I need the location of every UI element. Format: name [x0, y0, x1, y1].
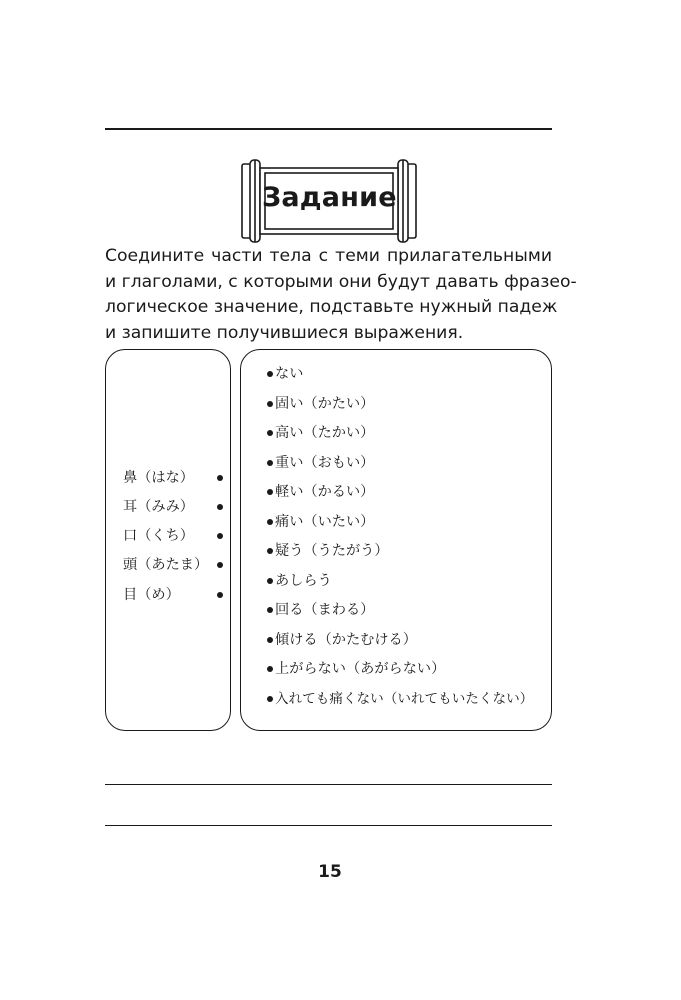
bullet-dot	[267, 460, 273, 466]
bullet-dot	[267, 696, 273, 702]
bullet-dot	[267, 607, 273, 613]
answer-line[interactable]	[105, 784, 552, 785]
body-part-item[interactable]	[123, 525, 223, 547]
task-title: Задание	[262, 182, 397, 213]
phrase-label: 疑う（うたがう）	[275, 543, 389, 559]
phrase-label: 傾ける（かたむける）	[275, 632, 417, 648]
phrase-label: 固い（かたい）	[275, 396, 375, 412]
body-part-item[interactable]	[123, 496, 223, 518]
bullet-dot	[267, 489, 273, 495]
bullet-dot	[217, 592, 223, 598]
page-number: 15	[318, 862, 342, 882]
phrase-label: 重い（おもい）	[275, 455, 375, 471]
bullet-dot	[267, 519, 273, 525]
body-part-item[interactable]	[123, 554, 223, 576]
bullet-dot	[267, 371, 273, 377]
instruction-line: и глаголами, с которыми они будут давать фразео-	[105, 271, 577, 292]
phrase-label: ない	[275, 366, 304, 382]
top-rule	[105, 128, 552, 130]
phrase-label: 上がらない（あがらない）	[275, 661, 446, 677]
body-part-label: 目（め）	[123, 587, 180, 603]
bullet-dot	[217, 533, 223, 539]
body-part-label: 口（くち）	[123, 528, 194, 544]
task-instruction	[105, 244, 577, 346]
bullet-dot	[217, 562, 223, 568]
body-part-label: 鼻（はな）	[123, 470, 194, 486]
bullet-dot	[217, 475, 223, 481]
body-part-label: 頭（あたま）	[123, 557, 209, 573]
bullet-dot	[267, 637, 273, 643]
body-part-item[interactable]	[123, 584, 223, 606]
body-part-label: 耳（みみ）	[123, 499, 194, 515]
phrase-label: 高い（たかい）	[275, 425, 375, 441]
phrase-label: 痛い（いたい）	[275, 514, 375, 530]
body-parts-box	[105, 349, 231, 731]
body-part-item[interactable]	[123, 467, 223, 489]
phrase-label: あしらう	[275, 573, 332, 589]
task-scroll-banner	[240, 156, 418, 246]
phrase-label: 入れても痛くない（いれてもいたくない）	[275, 691, 534, 707]
bullet-dot	[267, 666, 273, 672]
bullet-dot	[217, 504, 223, 510]
bullet-dot	[267, 430, 273, 436]
instruction-line: Соедините части тела с теми прилагательными	[105, 246, 552, 266]
phrase-label: 軽い（かるい）	[275, 484, 375, 500]
bullet-dot	[267, 548, 273, 554]
answer-line[interactable]	[105, 825, 552, 826]
instruction-line: и запишите получившиеся выражения.	[105, 322, 464, 343]
instruction-line: логическое значение, подставьте нужный падеж	[105, 297, 558, 317]
phrases-box	[240, 349, 552, 731]
phrase-label: 回る（まわる）	[275, 602, 375, 618]
bullet-dot	[267, 578, 273, 584]
bullet-dot	[267, 401, 273, 407]
